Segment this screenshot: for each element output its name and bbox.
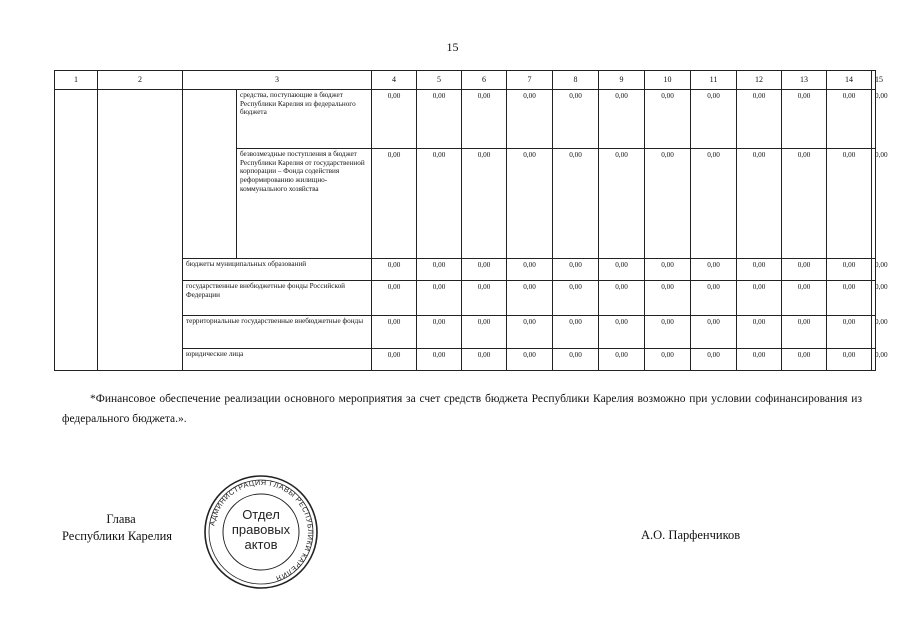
signatory-name: А.О. Парфенчиков (641, 528, 741, 542)
value-cell: 0,00 (599, 149, 645, 259)
empty-cell (55, 90, 98, 371)
value-cell: 0,00 (507, 281, 553, 316)
value-cell: 0,00 (553, 90, 599, 149)
value-cell: 0,00 (737, 90, 782, 149)
value-cell: 0,00 (645, 259, 691, 281)
value-cell: 0,00 (872, 281, 876, 316)
financing-table (54, 70, 888, 371)
value-cell: 0,00 (599, 316, 645, 349)
stamp-ring-textpath: АДМИНИСТРАЦИЯ ГЛАВЫ РЕСПУБЛИКИ КАРЕЛИЯ (207, 477, 316, 584)
header-cell: 4 (372, 71, 417, 90)
value-cell: 0,00 (782, 316, 827, 349)
header-cell: 10 (645, 71, 691, 90)
value-cell: 0,00 (645, 149, 691, 259)
empty-cell (98, 90, 183, 371)
value-cell: 0,00 (782, 259, 827, 281)
value-cell: 0,00 (827, 149, 872, 259)
signatory-title-line2: Республики Карелия (62, 529, 173, 543)
value-cell: 0,00 (691, 259, 737, 281)
value-cell: 0,00 (417, 149, 462, 259)
header-row (55, 71, 876, 90)
value-cell: 0,00 (827, 316, 872, 349)
value-cell: 0,00 (872, 349, 876, 371)
row-label: бюджеты муниципальных образований (183, 259, 372, 281)
value-cell: 0,00 (417, 259, 462, 281)
value-cell: 0,00 (691, 149, 737, 259)
value-cell: 0,00 (737, 316, 782, 349)
value-cell: 0,00 (507, 349, 553, 371)
header-cell: 15 (872, 71, 876, 90)
empty-cell (183, 90, 237, 259)
header-cell: 6 (462, 71, 507, 90)
header-cell: 3 (183, 71, 372, 90)
value-cell: 0,00 (462, 349, 507, 371)
value-cell: 0,00 (553, 349, 599, 371)
value-cell: 0,00 (782, 90, 827, 149)
row-label: государственные внебюджетные фонды Российской Федерации (183, 281, 372, 316)
value-cell: 0,00 (553, 259, 599, 281)
value-cell: 0,00 (599, 281, 645, 316)
value-cell: 0,00 (417, 90, 462, 149)
value-cell: 0,00 (782, 349, 827, 371)
header-cell: 11 (691, 71, 737, 90)
value-cell: 0,00 (827, 281, 872, 316)
value-cell: 0,00 (827, 349, 872, 371)
header-cell: 5 (417, 71, 462, 90)
value-cell: 0,00 (645, 281, 691, 316)
value-cell: 0,00 (691, 349, 737, 371)
value-cell: 0,00 (372, 281, 417, 316)
value-cell: 0,00 (691, 90, 737, 149)
value-cell: 0,00 (507, 316, 553, 349)
stamp-line-2: правовых (231, 522, 291, 537)
value-cell: 0,00 (372, 149, 417, 259)
value-cell: 0,00 (782, 149, 827, 259)
value-cell: 0,00 (827, 259, 872, 281)
value-cell: 0,00 (737, 281, 782, 316)
value-cell: 0,00 (599, 90, 645, 149)
stamp-line-3: актов (244, 537, 278, 552)
value-cell: 0,00 (553, 149, 599, 259)
value-cell: 0,00 (872, 316, 876, 349)
footnote: *Финансовое обеспечение реализации основного мероприятия за счет средств бюджета Республики Карелия возможно при условии софинансирования из федерального бюджета.». (62, 393, 862, 425)
value-cell: 0,00 (782, 281, 827, 316)
value-cell: 0,00 (462, 149, 507, 259)
value-cell: 0,00 (737, 149, 782, 259)
header-cell: 8 (553, 71, 599, 90)
header-cell: 1 (55, 71, 98, 90)
official-stamp (203, 474, 319, 590)
value-cell: 0,00 (507, 149, 553, 259)
value-cell: 0,00 (553, 316, 599, 349)
value-cell: 0,00 (691, 316, 737, 349)
header-cell: 9 (599, 71, 645, 90)
header-cell: 2 (98, 71, 183, 90)
header-cell: 7 (507, 71, 553, 90)
value-cell: 0,00 (462, 90, 507, 149)
value-cell: 0,00 (827, 90, 872, 149)
value-cell: 0,00 (872, 90, 876, 149)
row-label: безвозмездные поступления в бюджет Республики Карелия от государственной корпорации – Фонда содействия реформированию жилищно-коммунального хозяйства (237, 149, 372, 259)
value-cell: 0,00 (737, 349, 782, 371)
row-label: юридические лица (183, 349, 372, 371)
value-cell: 0,00 (645, 349, 691, 371)
value-cell: 0,00 (462, 281, 507, 316)
signatory-title-line1: Глава (106, 512, 136, 526)
value-cell: 0,00 (599, 349, 645, 371)
header-cell: 12 (737, 71, 782, 90)
row-label: территориальные государственные внебюджетные фонды (183, 316, 372, 349)
value-cell: 0,00 (691, 281, 737, 316)
value-cell: 0,00 (553, 281, 599, 316)
value-cell: 0,00 (599, 259, 645, 281)
value-cell: 0,00 (645, 316, 691, 349)
value-cell: 0,00 (462, 259, 507, 281)
row-label: средства, поступающие в бюджет Республики Карелия из федерального бюджета (237, 90, 372, 149)
value-cell: 0,00 (507, 259, 553, 281)
value-cell: 0,00 (507, 90, 553, 149)
header-cell: 13 (782, 71, 827, 90)
value-cell: 0,00 (372, 90, 417, 149)
table-row (55, 90, 876, 149)
value-cell: 0,00 (417, 316, 462, 349)
value-cell: 0,00 (872, 149, 876, 259)
header-cell: 14 (827, 71, 872, 90)
stamp-line-1: Отдел (242, 507, 280, 522)
value-cell: 0,00 (372, 316, 417, 349)
page-number: 15 (446, 40, 459, 54)
value-cell: 0,00 (372, 349, 417, 371)
value-cell: 0,00 (872, 259, 876, 281)
value-cell: 0,00 (462, 316, 507, 349)
value-cell: 0,00 (737, 259, 782, 281)
value-cell: 0,00 (417, 281, 462, 316)
value-cell: 0,00 (417, 349, 462, 371)
value-cell: 0,00 (372, 259, 417, 281)
value-cell: 0,00 (645, 90, 691, 149)
